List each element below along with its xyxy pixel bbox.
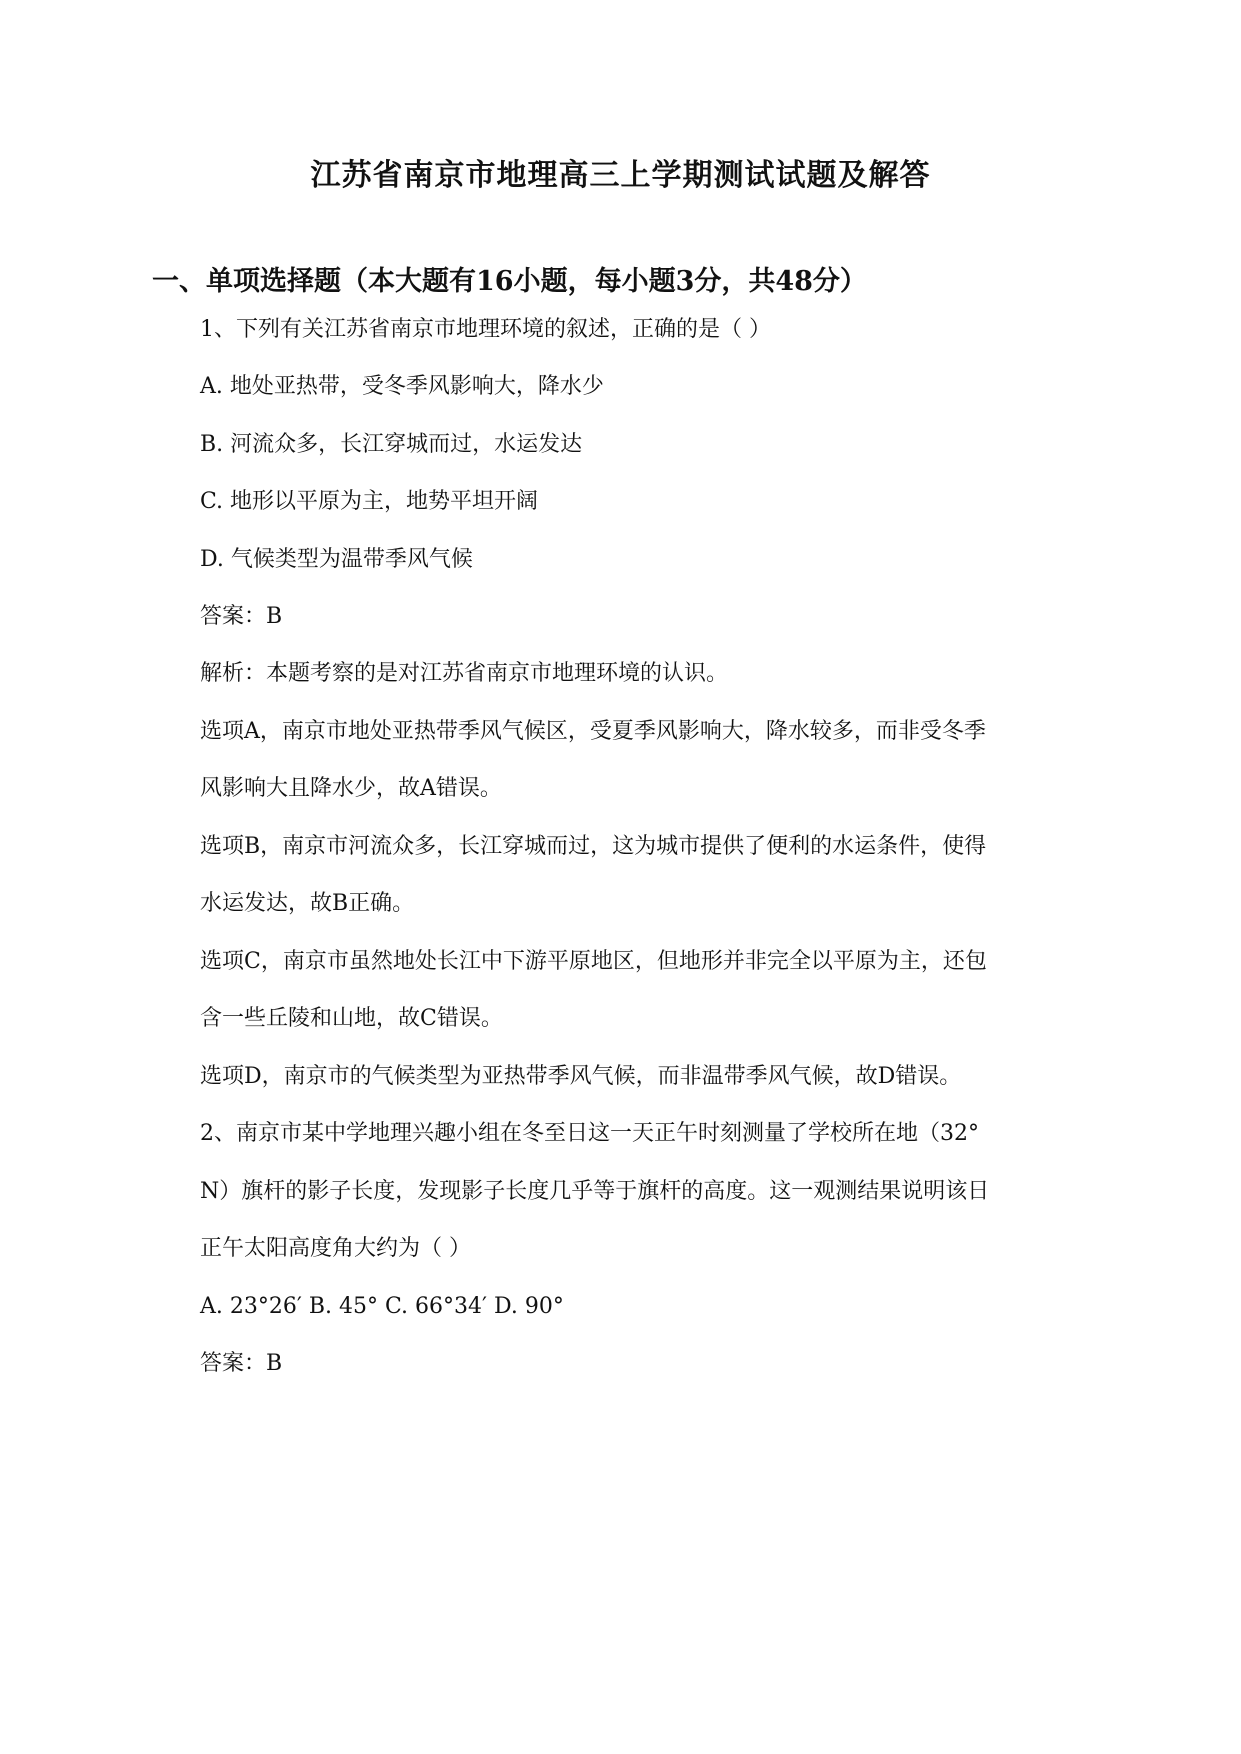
analysis-line: 选项D，南京市的气候类型为亚热带季风气候，而非温带季风气候，故D错误。 (200, 1064, 962, 1089)
analysis-line: 含一些丘陵和山地，故C错误。 (200, 1006, 503, 1031)
question-1-option-d: D. 气候类型为温带季风气候 (200, 547, 473, 572)
question-1-analysis-intro: 解析：本题考察的是对江苏省南京市地理环境的认识。 (200, 661, 729, 686)
question-2-stem-line: 2、南京市某中学地理兴趣小组在冬至日这一天正午时刻测量了学校所在地（32° (200, 1121, 979, 1146)
section-heading: 一、单项选择题（本大题有16小题，每小题3分，共48分） (152, 266, 867, 297)
question-1-option-a: A. 地处亚热带，受冬季风影响大，降水少 (200, 374, 604, 399)
question-1-option-b: B. 河流众多，长江穿城而过，水运发达 (200, 432, 583, 457)
analysis-line: 选项B，南京市河流众多，长江穿城而过，这为城市提供了便利的水运条件，使得 (200, 834, 987, 859)
question-2-stem-line: 正午太阳高度角大约为（ ） (200, 1236, 471, 1261)
question-1-stem: 1、下列有关江苏省南京市地理环境的叙述，正确的是（ ） (200, 317, 771, 342)
question-2-answer: 答案：B (200, 1351, 283, 1376)
document-title: 江苏省南京市地理高三上学期测试试题及解答 (310, 158, 931, 193)
question-1-option-c: C. 地形以平原为主，地势平坦开阔 (200, 489, 539, 514)
question-2-options: A. 23°26′ B. 45° C. 66°34′ D. 90° (200, 1294, 564, 1319)
analysis-line: 选项A，南京市地处亚热带季风气候区，受夏季风影响大，降水较多，而非受冬季 (200, 719, 986, 744)
question-2-stem-line: N）旗杆的影子长度，发现影子长度几乎等于旗杆的高度。这一观测结果说明该日 (200, 1179, 990, 1204)
analysis-line: 水运发达，故B正确。 (200, 891, 415, 916)
analysis-line: 选项C，南京市虽然地处长江中下游平原地区，但地形并非完全以平原为主，还包 (200, 949, 987, 974)
question-1-answer: 答案：B (200, 604, 283, 629)
analysis-line: 风影响大且降水少，故A错误。 (200, 776, 502, 801)
